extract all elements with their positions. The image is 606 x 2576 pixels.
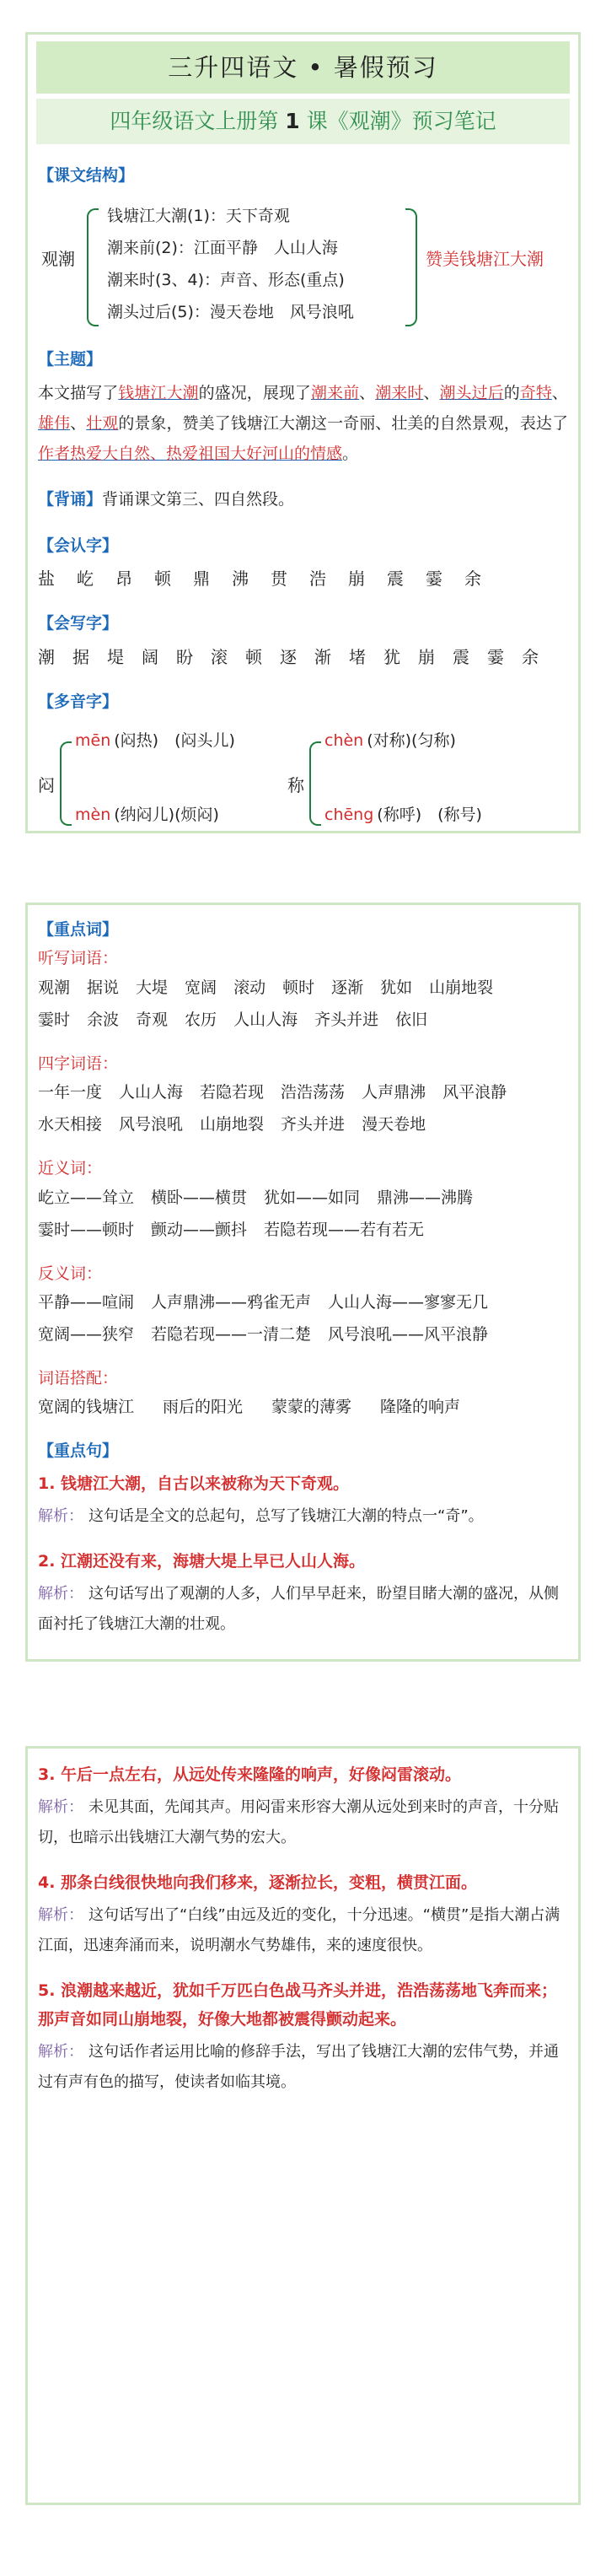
theme-highlight: 潮来前 [311,383,360,402]
word: 依旧 [395,1010,428,1029]
write-chars [38,644,568,671]
word-pair: 若隐若现——一清二楚 [151,1324,312,1344]
example-words: (称呼) (称号) [377,805,482,824]
polyphone-reading [324,802,482,827]
analysis-tag: 解析： [38,1584,83,1603]
polyphone-heading: 【多音字】 [38,692,119,711]
word-row [38,1391,568,1423]
char-item: 余 [522,646,539,667]
analysis-text: 这句话写出了观潮的人多，人们早早赶来，盼望目睹大潮的盛况，从侧面衬托了钱塘江大潮的壮观。 [38,1584,559,1633]
four-char-label: 四字词语： [38,1054,119,1073]
collocation-label: 词语搭配： [38,1368,119,1388]
char-item: 霎 [487,646,504,667]
word-row [38,1182,568,1214]
char-item: 犹 [383,646,400,667]
recite-heading: 【背诵】 [38,489,103,509]
theme-highlight: 壮观 [86,413,119,433]
word-pair: 风号浪吼——风平浪静 [328,1324,489,1344]
left-brace-icon [87,208,99,326]
char-item: 盼 [176,646,193,667]
synonym-label: 近义词： [38,1159,103,1178]
word-row [38,1286,568,1318]
word: 农历 [185,1010,217,1029]
theme-highlight: 作者热爱大自然、热爱祖国大好河山的情感 [38,444,343,463]
structure-summary: 赞美钱塘江大潮 [426,249,544,270]
example-words: (纳闷儿)(烦闷) [114,805,219,824]
key-sentence: 4. 那条白线很快地向我们移来，逐渐拉长，变粗，横贯江面。 [38,1873,478,1892]
card-sentences [25,1746,581,2505]
word: 若隐若现 [200,1083,265,1102]
polyphone-group [287,723,549,849]
word: 霎时 [38,1010,71,1029]
theme-highlight: 雄伟 [38,413,71,433]
analysis-tag: 解析： [38,1906,83,1924]
example-words: (对称)(匀称) [367,730,456,750]
key-sentence: 5. 浪潮越来越近，犹如千万匹白色战马齐头并进，浩浩荡荡地飞奔而来；那声音如同山崩地裂，好像大地都被震得颤动起来。 [38,1981,558,2029]
word-pair: 宽阔——狭窄 [38,1324,135,1344]
word-pair: 颤动——颤抖 [151,1220,248,1239]
word-pair: 屹立——耸立 [38,1188,135,1207]
sentences-heading: 【重点句】 [38,1442,119,1461]
word: 奇观 [136,1010,169,1029]
word: 人山人海 [233,1010,298,1029]
theme-text: 本文描写了 [38,383,119,402]
char-item: 滚 [211,646,228,667]
word: 宽阔的钱塘江 [38,1398,135,1417]
antonym-label: 反义词： [38,1264,103,1283]
analysis [38,2037,568,2098]
example-words: (闷热) (闷头儿) [114,730,235,750]
key-sentence: 2. 江潮还没有来，海塘大堤上早已人山人海。 [38,1551,366,1571]
theme-text: 、 [359,383,376,402]
word-pair: 人山人海——寥寥无几 [328,1292,489,1312]
word: 滚动 [233,978,266,997]
word-pair: 若隐若现——若有若无 [264,1220,425,1239]
char-item: 崩 [348,569,365,590]
right-brace-icon [405,208,417,326]
pinyin: chèn [324,730,364,750]
char-item: 屹 [77,569,94,590]
word: 漫天卷地 [362,1115,426,1134]
word-pair: 横卧——横贯 [151,1188,248,1207]
structure-root: 观潮 [41,249,75,270]
analysis [38,1792,568,1853]
word-pair: 鼎沸——沸腾 [377,1188,474,1207]
word: 山崩地裂 [200,1115,265,1134]
polyphone-char: 闷 [38,774,55,795]
word: 水天相接 [38,1115,103,1134]
recite-text: 背诵课文第三、四自然段。 [102,489,295,509]
word: 人声鼎沸 [362,1083,426,1102]
char-item: 逐 [280,646,297,667]
analysis [38,1501,568,1532]
char-item: 顿 [245,646,262,667]
subtitle-prefix: 四年级语文上册第 [110,109,279,133]
theme-heading: 【主题】 [38,350,103,369]
left-brace-icon [309,741,321,826]
word: 蒙蒙的薄雾 [271,1398,352,1417]
analysis [38,1579,568,1640]
word: 齐头并进 [314,1010,379,1029]
analysis-text: 这句话写出了“白线”由远及近的变化，十分迅速。“横贯”是指大潮占满江面，迅速奔涌而来，说明潮水气势雄伟，来的速度很快。 [38,1906,560,1954]
char-item: 贯 [271,569,287,590]
char-item: 昂 [115,569,132,590]
structure-items [107,200,354,328]
subtitle-lesson-number: 1 [285,109,300,133]
page-title: 三升四语文 • 暑假预习 [36,41,570,94]
recite-line [38,484,568,515]
polyphone-reading [75,728,235,753]
theme-text: 、 [551,383,568,402]
word-pair: 平静——喧闹 [38,1292,135,1312]
word: 一年一度 [38,1083,103,1102]
structure-item: 钱塘江大潮(1)：天下奇观 [107,207,290,226]
key-sentence: 3. 午后一点左右，从远处传来隆隆的响声，好像闷雷滚动。 [38,1765,462,1784]
char-item: 鼎 [193,569,210,590]
char-item: 沸 [232,569,249,590]
char-item: 堤 [107,646,124,667]
write-heading: 【会写字】 [38,614,119,633]
theme-highlight: 潮头过后 [439,383,504,402]
word-row [38,1214,568,1246]
char-item: 堵 [349,646,366,667]
char-item: 震 [387,569,404,590]
analysis-tag: 解析： [38,1798,83,1816]
word: 雨后的阳光 [163,1398,244,1417]
word: 齐头并进 [281,1115,346,1134]
word-row [38,1076,568,1108]
card-overview [25,32,581,833]
theme-text: 、 [423,383,440,402]
theme-highlight: 潮来时 [375,383,424,402]
pinyin: mēn [75,730,111,750]
analysis [38,1900,568,1961]
theme-text: 的景象，赞美了钱塘江大潮这一奇丽、壮美的自然景观，表达了 [118,413,568,433]
analysis-tag: 解析： [38,1506,83,1525]
word: 人山人海 [119,1083,184,1102]
word: 大堤 [136,978,169,997]
char-item: 阔 [142,646,158,667]
pinyin: chēng [324,805,374,824]
theme-text: 。 [342,444,359,463]
word: 逐渐 [331,978,364,997]
dictation-label: 听写词语： [38,949,119,968]
char-item: 震 [453,646,469,667]
analysis-tag: 解析： [38,2043,83,2061]
left-brace-icon [60,741,72,826]
structure-item: 潮头过后(5)：漫天卷地 风号浪吼 [107,303,354,322]
word-row [38,1318,568,1350]
recognize-chars [38,565,568,592]
theme-text: 、 [70,413,87,433]
analysis-text: 这句话是全文的总起句，总写了钱塘江大潮的特点一“奇”。 [88,1506,484,1525]
word: 风平浪静 [442,1083,507,1102]
word-row [38,972,568,1004]
char-item: 渐 [314,646,331,667]
subtitle-suffix: 课《观潮》预习笔记 [306,109,496,133]
structure-item: 潮来前(2)：江面平静 人山人海 [107,239,338,258]
pinyin: mèn [75,805,111,824]
theme-highlight: 钱塘江大潮 [118,383,199,402]
polyphone-char: 称 [287,774,304,795]
word-row [38,1004,568,1036]
word-pair: 霎时——顿时 [38,1220,135,1239]
char-item: 盐 [38,569,55,590]
structure-item: 潮来时(3、4)：声音、形态(重点) [107,271,345,290]
word: 浩浩荡荡 [281,1083,346,1102]
word: 风号浪吼 [119,1115,184,1134]
char-item: 据 [72,646,89,667]
char-item: 顿 [154,569,171,590]
page-subtitle [36,99,570,144]
char-item: 崩 [418,646,435,667]
word: 据说 [87,978,120,997]
polyphone-diagram [38,723,568,849]
word: 宽阔 [185,978,217,997]
word: 隆隆的响声 [380,1398,461,1417]
word-pair: 犹如——如同 [264,1188,361,1207]
char-item: 余 [464,569,481,590]
word-row [38,1108,568,1140]
char-item: 潮 [38,646,55,667]
polyphone-reading [75,802,219,827]
keywords-heading: 【重点词】 [38,920,119,939]
word: 山崩地裂 [429,978,494,997]
char-item: 霎 [426,569,442,590]
card-keywords [25,903,581,1662]
word: 余波 [87,1010,120,1029]
theme-highlight: 奇特 [519,383,552,402]
key-sentence: 1. 钱塘江大潮，自古以来被称为天下奇观。 [38,1474,350,1493]
word: 观潮 [38,978,71,997]
structure-heading: 【课文结构】 [38,166,135,185]
recognize-heading: 【会认字】 [38,536,119,555]
theme-text: 的盛况，展现了 [198,383,311,402]
analysis-text: 未见其面，先闻其声。用闷雷来形容大潮从远处到来时的声音，十分贴切，也暗示出钱塘江大潮气势的宏大。 [38,1798,559,1846]
polyphone-reading [324,728,456,753]
structure-diagram [38,200,568,335]
word-pair: 人声鼎沸——鸦雀无声 [151,1292,312,1312]
theme-paragraph [38,378,568,469]
analysis-text: 这句话作者运用比喻的修辞手法，写出了钱塘江大潮的宏伟气势，并通过有声有色的描写，使读者如临其境。 [38,2043,559,2091]
theme-text: 的 [503,383,520,402]
word: 犹如 [380,978,413,997]
char-item: 浩 [309,569,326,590]
word: 顿时 [282,978,315,997]
polyphone-group [38,723,299,849]
